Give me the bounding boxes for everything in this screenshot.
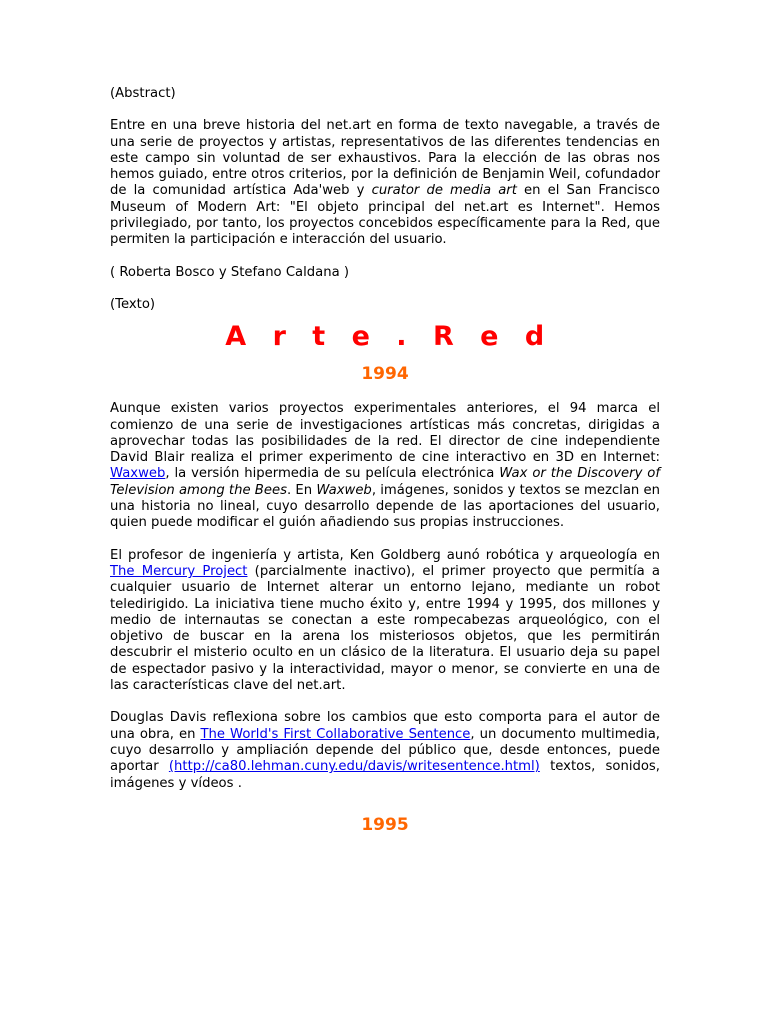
paragraph-text: Douglas Davis reflexiona sobre los cambios que esto comporta para el autor de una obra, en <box>110 710 660 742</box>
paragraph-text: El profesor de ingeniería y artista, Ken Goldberg aunó robótica y arqueología en <box>110 547 660 563</box>
paragraph-text: Aunque existen varios proyectos experimentales anteriores, el 94 marca el comienzo de una serie de investigaciones artísticas más concretas, dirigidas a aprovechar todas las posibilidades de la red. El director de cine independiente David Blair realiza el primer experimento de cine interactivo en 3D en Internet: <box>110 401 660 466</box>
paragraph-text: (parcialmente inactivo), el primer proyecto que permitía a cualquier usuario de Internet alterar un entorno lejano, mediante un robot teledirigido. La iniciativa tiene mucho éxito y, entre 1994 y 1995, dos millones y medio de internautas se conectan a este rompecabezas arqueológico, con el objetivo de buscar en la arena los misteriosos objetos, que les permitirán descubrir el misterio oculto en un clásico de la literatura. El usuario deja su papel de espectador pasivo y la interactividad, mayor o menor, se convierte en una de las características clave del net.art. <box>110 563 660 694</box>
paragraph-collaborative-sentence <box>110 710 660 791</box>
writesentence-url-link[interactable]: (http://ca80.lehman.cuny.edu/davis/writesentence.html) <box>168 759 540 775</box>
abstract-heading: (Abstract) <box>110 86 176 101</box>
document-page <box>110 86 660 835</box>
waxweb-emphasis: Waxweb <box>316 482 372 498</box>
mercury-project-link[interactable]: The Mercury Project <box>110 563 248 579</box>
paragraph-mercury <box>110 548 660 695</box>
paragraph-waxweb <box>110 401 660 531</box>
abstract-paragraph <box>110 118 660 248</box>
paragraph-text: , la versión hipermedia de su película electrónica <box>165 466 495 482</box>
year-heading-1995: 1995 <box>361 814 409 835</box>
film-title-emphasis: Wax or the Discovery of Television among the Bees <box>110 466 660 498</box>
collaborative-sentence-link[interactable]: The World's First Collaborative Sentence <box>200 726 471 742</box>
year-heading-1994: 1994 <box>361 364 409 385</box>
paragraph-text: , un documento multimedia, cuyo desarrollo y ampliación depende del público que, desde entonces, puede aportar <box>110 726 660 775</box>
authors-line: ( Roberta Bosco y Stefano Caldana ) <box>110 264 349 280</box>
abstract-emphasis: curator de media art <box>371 183 517 199</box>
main-title: A r t e . R e d <box>225 321 553 353</box>
paragraph-text: , imágenes, sonidos y textos se mezclan en una historia no lineal, cuyo desarrollo depende de las aportaciones del usuario, quien puede modificar el guión añadiendo sus propias instrucciones. <box>110 482 660 531</box>
abstract-text-1: Entre en una breve historia del net.art en forma de texto navegable, a través de una serie de proyectos y artistas, representativos de las diferentes tendencias en este campo sin voluntad de ser exhaustivos. Para la elección de las obras nos hemos guiado, entre otros criterios, por la definición de Benjamin Weil, cofundador de la comunidad artística Ada'web y <box>110 118 660 199</box>
paragraph-text: . En <box>286 482 313 498</box>
texto-heading: (Texto) <box>110 296 156 312</box>
abstract-text-2: en el San Francisco Museum of Modern Art: "El objeto principal del net.art es Internet". Hemos privilegiado, por tanto, los proyectos concebidos específicamente para la Red, que permiten la participación e interacción del usuario. <box>110 183 660 248</box>
paragraph-text: textos, sonidos, imágenes y vídeos . <box>110 759 660 791</box>
waxweb-link[interactable]: Waxweb <box>110 466 166 482</box>
